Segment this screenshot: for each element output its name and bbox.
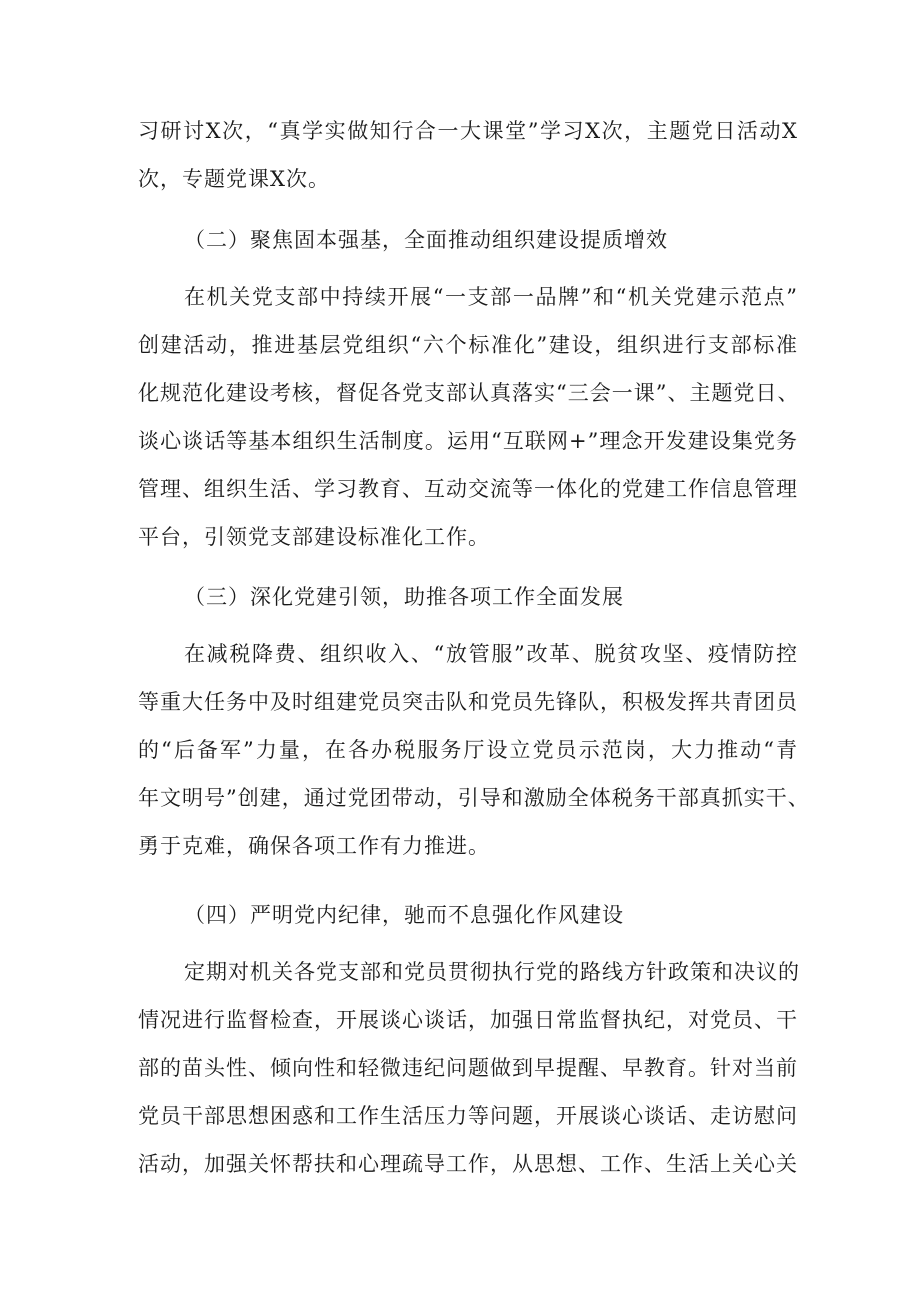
- paragraph-line: 管理、组织生活、学习教育、互动交流等一体化的党建工作信息管理: [138, 477, 798, 501]
- paragraph-line: 等重大任务中及时组建党员突击队和党员先锋队，积极发挥共青团员: [138, 690, 798, 714]
- paragraph-line: 定期对机关各党支部和党员贯彻执行党的路线方针政策和决议的: [184, 960, 800, 984]
- paragraph-line: 平台，引领党支部建设标准化工作。: [138, 525, 490, 549]
- paragraph-line: 部的苗头性、倾向性和轻微违纪问题做到早提醒、早教育。针对当前: [138, 1056, 798, 1080]
- paragraph-line: 活动，加强关怀帮扶和心理疏导工作，从思想、工作、生活上关心关: [138, 1152, 798, 1176]
- paragraph-line: 勇于克难，确保各项工作有力推进。: [138, 834, 490, 858]
- paragraph-line: 谈心谈话等基本组织生活制度。运用“互联网+”理念开发建设集党务: [138, 429, 798, 453]
- paragraph-line: 年文明号”创建，通过党团带动，引导和激励全体税务干部真抓实干、: [138, 786, 810, 810]
- paragraph-line: 化规范化建设考核，督促各党支部认真落实“三会一课”、主题党日、: [138, 381, 800, 405]
- paragraph-line: 习研讨X次，“真学实做知行合一大课堂”学习X次，主题党日活动X: [138, 119, 798, 143]
- paragraph-line: 党员干部思想困惑和工作生活压力等问题，开展谈心谈话、走访慰问: [138, 1104, 798, 1128]
- paragraph-line: 情况进行监督检查，开展谈心谈话，加强日常监督执纪，对党员、干: [138, 1008, 798, 1032]
- section-heading-3: （三）深化党建引领，助推各项工作全面发展: [184, 585, 624, 609]
- paragraph-line: 的“后备军”力量，在各办税服务厅设立党员示范岗，大力推动“青: [138, 738, 798, 762]
- paragraph-line: 创建活动，推进基层党组织“六个标准化”建设，组织进行支部标准: [138, 333, 798, 357]
- section-heading-2: （二）聚焦固本强基，全面推动组织建设提质增效: [184, 228, 668, 252]
- paragraph-line: 次，专题党课X次。: [138, 167, 330, 191]
- section-heading-4: （四）严明党内纪律，驰而不息强化作风建设: [184, 903, 624, 927]
- paragraph-line: 在减税降费、组织收入、“放管服”改革、脱贫攻坚、疫情防控: [184, 642, 798, 666]
- paragraph-line: 在机关党支部中持续开展“一支部一品牌”和“机关党建示范点”: [184, 285, 798, 309]
